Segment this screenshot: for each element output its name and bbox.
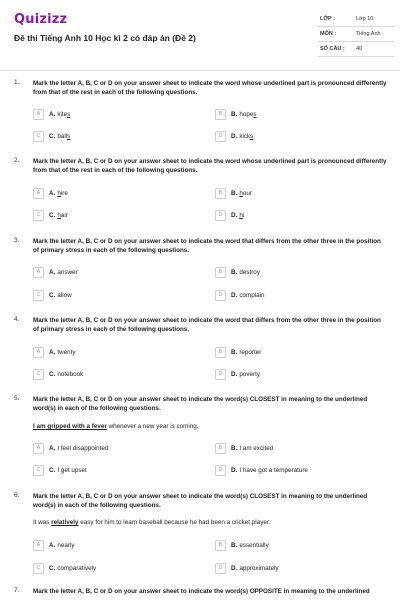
option-text [57, 133, 70, 140]
option-box[interactable]: D [215, 563, 226, 574]
option-a[interactable] [33, 187, 68, 199]
option-text [239, 133, 253, 140]
option-text: allow [57, 291, 72, 299]
option-text: answer [57, 268, 78, 276]
header-divider [0, 70, 400, 71]
option-c[interactable] [33, 464, 87, 476]
option-text: approximately [239, 564, 279, 572]
quizizz-logo: Quizizz [14, 12, 68, 27]
option-text-post: i [242, 211, 245, 219]
option-letter: D. [231, 466, 238, 474]
option-d[interactable] [215, 368, 260, 380]
question-text: Mark the letter A, B, C or D on your answer sheet to indicate the word(s) CLOSEST in meaning to the underlined word(s) in each of the following questions. [33, 396, 368, 413]
option-letter: D. [231, 211, 238, 219]
meta-count-value: 40 [356, 46, 363, 52]
option-box[interactable]: B [215, 188, 226, 199]
option-underlined: h [57, 211, 61, 219]
option-letter: B. [231, 444, 238, 452]
option-text [57, 111, 70, 118]
option-text: I get upset [57, 466, 87, 474]
option-text-post: air [60, 211, 68, 219]
option-letter: C. [49, 211, 56, 219]
option-a[interactable] [33, 346, 76, 358]
option-text: comparatively [57, 564, 97, 572]
option-letter: C. [49, 132, 56, 140]
question-text: Mark the letter A, B, C or D on your answer sheet to indicate the word whose underlined part is pronounced differently from that of the rest in each of the following questions. [33, 158, 387, 175]
option-letter: A. [49, 348, 56, 356]
option-box[interactable]: D [215, 290, 226, 301]
option-text [57, 190, 68, 197]
divider [318, 56, 394, 57]
option-box[interactable]: D [215, 210, 226, 221]
option-d[interactable] [215, 562, 279, 574]
question-text: Mark the letter A, B, C or D on your answer sheet to indicate the word that differs from the other three in the position of primary stress in each of the following questions. [33, 238, 381, 255]
option-text-pre: ball [57, 132, 68, 140]
option-box[interactable]: D [215, 131, 226, 142]
option-box[interactable]: A [33, 347, 44, 358]
header [0, 0, 400, 66]
option-b[interactable] [215, 108, 256, 120]
option-text: I have got a temperature [239, 466, 308, 474]
option-text [57, 212, 68, 219]
option-underlined: s [250, 132, 254, 140]
option-box[interactable]: A [33, 267, 44, 278]
option-box[interactable]: C [33, 131, 44, 142]
underlined-phrase: relatively [51, 519, 79, 526]
option-box[interactable]: C [33, 369, 44, 380]
option-box[interactable]: A [33, 188, 44, 199]
option-b[interactable] [215, 442, 273, 454]
sentence-rest: easy for him to learn baseball because he had been a cricket player. [78, 519, 271, 526]
option-box[interactable]: C [33, 465, 44, 476]
option-d[interactable] [215, 289, 265, 301]
option-underlined: s [67, 132, 71, 140]
meta-count-label: SỐ CÂU : [320, 46, 345, 52]
option-text [239, 190, 252, 197]
meta-class-label: LỚP : [320, 16, 335, 22]
question-sentence [33, 519, 270, 526]
option-a[interactable] [33, 266, 78, 278]
question-text: Mark the letter A, B, C or D on your answer sheet to indicate the word whose underlined part is pronounced differently from that of the rest in each of the following questions. [33, 80, 387, 97]
meta-subject-label: MÔN : [320, 31, 337, 37]
option-text: I feel disappointed [57, 444, 109, 452]
question-number: 7. [14, 587, 20, 594]
option-a[interactable] [33, 539, 74, 551]
option-box[interactable]: B [215, 443, 226, 454]
option-box[interactable]: A [33, 540, 44, 551]
option-box[interactable]: C [33, 563, 44, 574]
option-letter: B. [231, 189, 238, 197]
option-underlined: h [57, 189, 61, 197]
option-a[interactable] [33, 108, 70, 120]
option-text: notebook [57, 370, 84, 378]
option-underlined: h [239, 211, 243, 219]
meta-subject-value: Tiếng Anh [356, 31, 381, 37]
option-text: destroy [239, 268, 260, 276]
option-b[interactable] [215, 187, 252, 199]
question-sentence [33, 423, 199, 430]
option-letter: C. [49, 466, 56, 474]
option-letter: D. [231, 370, 238, 378]
question-text: Mark the letter A, B, C or D on your answer sheet to indicate the word(s) OPPOSITE in meaning to the underlined [33, 588, 370, 595]
option-letter: B. [231, 268, 238, 276]
option-letter: D. [231, 564, 238, 572]
option-text [239, 212, 244, 219]
option-b[interactable] [215, 266, 260, 278]
option-letter: D. [231, 132, 238, 140]
question-text: Mark the letter A, B, C or D on your answer sheet to indicate the word that differs from the other three in the position of primary stress in each of the following questions. [33, 317, 381, 334]
option-text: I am excited [239, 444, 274, 452]
option-d[interactable] [215, 130, 253, 142]
option-letter: A. [49, 541, 56, 549]
option-underlined: s [67, 110, 71, 118]
option-letter: B. [231, 541, 238, 549]
page-title: Đề thi Tiếng Anh 10 Học kì 2 có đáp án (Đề 2) [14, 33, 196, 43]
option-box[interactable]: B [215, 109, 226, 120]
option-text [239, 111, 256, 118]
option-box[interactable]: B [215, 347, 226, 358]
option-text-post: ire [60, 189, 68, 197]
question-number: 3. [14, 237, 20, 244]
underlined-phrase: I am gripped with a fever [33, 423, 107, 430]
divider [318, 41, 394, 42]
option-d[interactable] [215, 464, 308, 476]
option-box[interactable]: D [215, 369, 226, 380]
option-letter: B. [231, 110, 238, 118]
option-b[interactable] [215, 539, 269, 551]
option-text: poverty [239, 370, 260, 378]
divider [318, 26, 394, 27]
sentence-rest: whenever a new year is coming. [106, 423, 199, 430]
option-c[interactable] [33, 289, 72, 301]
sentence-pre: It was [33, 519, 52, 526]
option-box[interactable]: A [33, 443, 44, 454]
option-letter: C. [49, 291, 56, 299]
option-text: reporter [239, 348, 262, 356]
option-text: nearly [57, 541, 75, 549]
option-letter: A. [49, 189, 56, 197]
option-box[interactable]: C [33, 210, 44, 221]
option-box[interactable]: B [215, 267, 226, 278]
option-text-pre: kite [57, 110, 68, 118]
option-text: complain [239, 291, 265, 299]
option-letter: A. [49, 268, 56, 276]
option-text-pre: kick [239, 132, 251, 140]
option-text-pre: hope [239, 110, 254, 118]
option-b[interactable] [215, 346, 261, 358]
option-c[interactable] [33, 368, 83, 380]
option-box[interactable]: B [215, 540, 226, 551]
option-box[interactable]: D [215, 465, 226, 476]
option-letter: C. [49, 564, 56, 572]
option-box[interactable]: A [33, 109, 44, 120]
question-number: 1. [14, 79, 20, 86]
option-c[interactable] [33, 130, 70, 142]
option-letter: D. [231, 291, 238, 299]
option-c[interactable] [33, 209, 68, 221]
question-number: 2. [14, 157, 20, 164]
option-a[interactable] [33, 442, 108, 454]
option-underlined: s [253, 110, 257, 118]
question-text: Mark the letter A, B, C or D on your answer sheet to indicate the word(s) CLOSEST in meaning to the underlined word(s) in each of the following questions. [33, 493, 368, 510]
option-text: essentially [239, 541, 269, 549]
option-letter: C. [49, 370, 56, 378]
option-underlined: h [239, 189, 243, 197]
question-number: 6. [14, 492, 20, 499]
option-c[interactable] [33, 562, 96, 574]
option-letter: A. [49, 444, 56, 452]
option-letter: B. [231, 348, 238, 356]
option-text: twenty [57, 348, 76, 356]
question-number: 5. [14, 395, 20, 402]
meta-class-value: Lớp 10 [356, 16, 374, 22]
question-number: 4. [14, 316, 20, 323]
option-d[interactable] [215, 209, 244, 221]
option-text-post: our [242, 189, 252, 197]
option-letter: A. [49, 110, 56, 118]
option-box[interactable]: C [33, 290, 44, 301]
